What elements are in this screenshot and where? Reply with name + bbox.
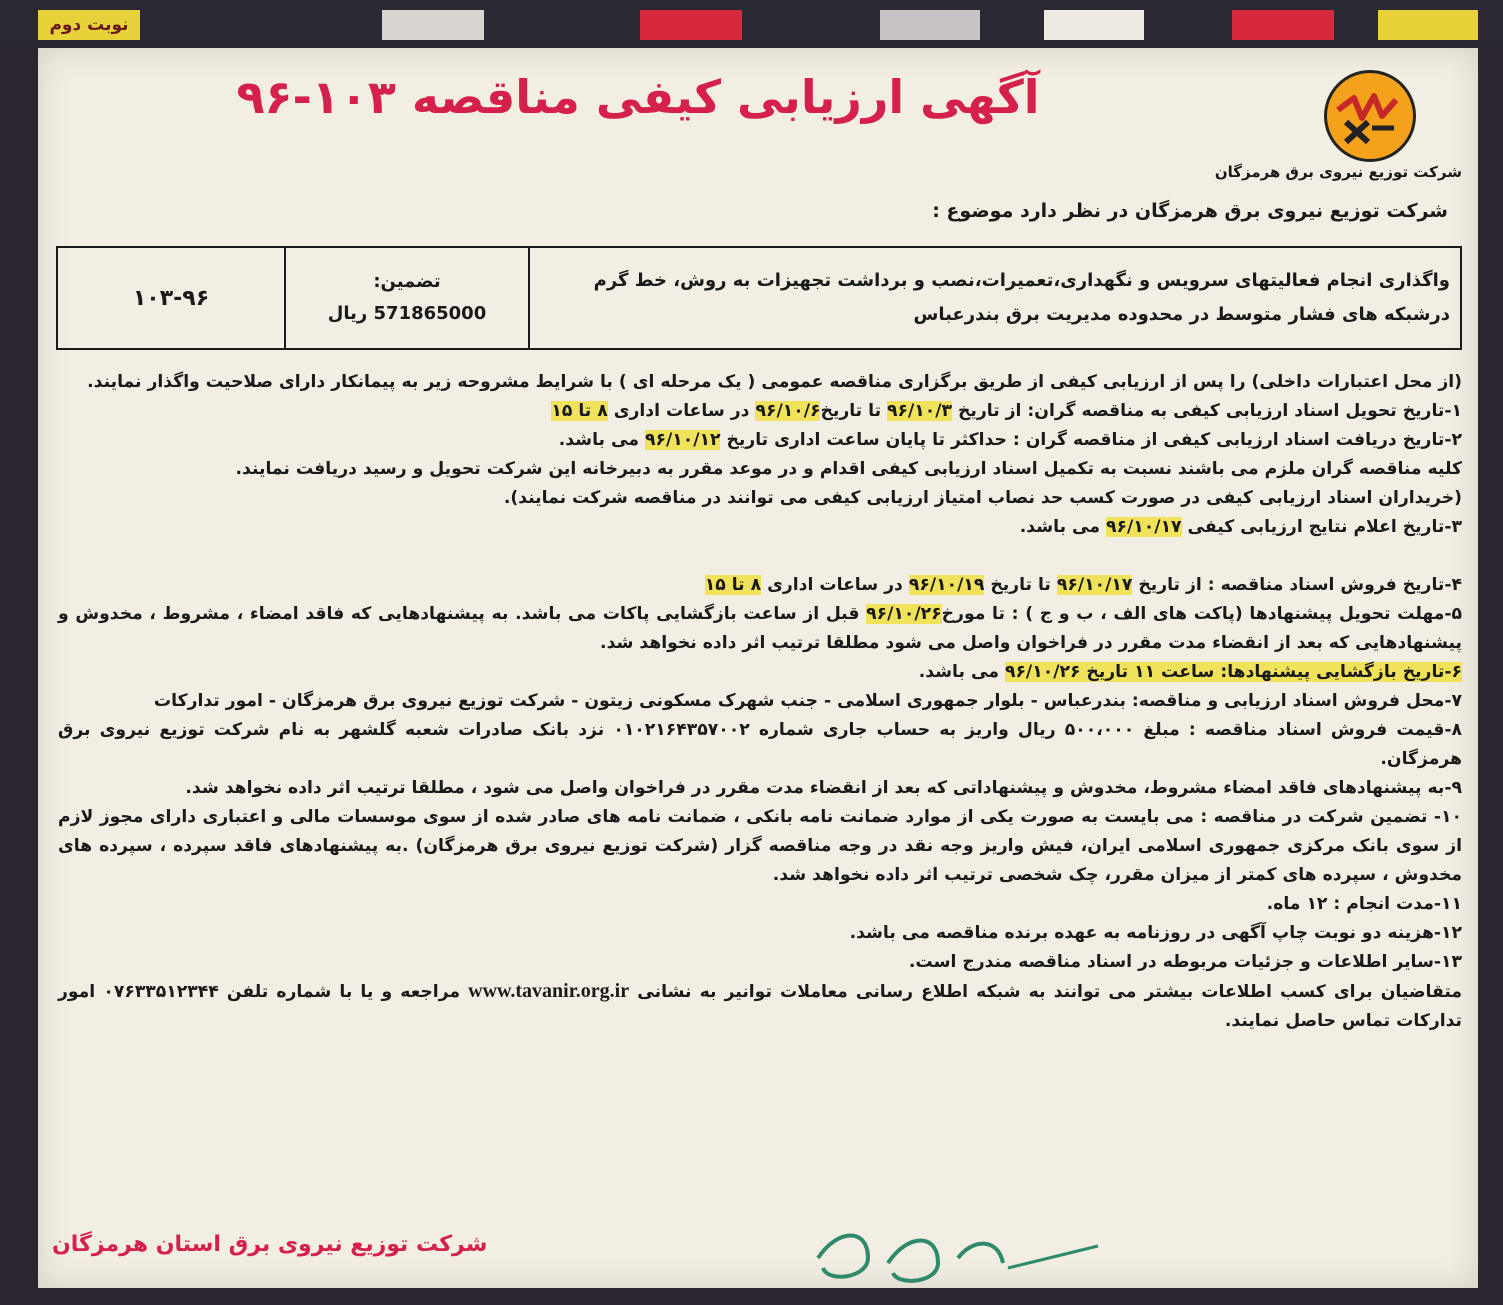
- body-intro-text: را پس از ارزیابی کیفی از طریق برگزاری مناقصه عمومی ( یک مرحله ای ) با شرایط مشروحه زیر به پیمانکار دارای صلاحیت واگذار نمایند.: [87, 372, 1252, 392]
- term-1-date-end: ۹۶/۱۰/۶: [755, 401, 821, 421]
- note-all-bidders: کلیه مناقصه گران ملزم می باشند نسبت به تکمیل اسناد ارزیابی کیفی اقدام و در موعد مقرر به دبیرخانه این شرکت تحویل و رسید دریافت نمایند.: [235, 459, 1462, 479]
- term-5-date: ۹۶/۱۰/۲۶: [866, 604, 942, 624]
- term-3-text: ۳-تاریخ اعلام نتایج ارزیابی کیفی: [1181, 517, 1462, 537]
- color-chip-white: [1044, 10, 1144, 40]
- contact-text-2: مراجعه و یا با شماره تلفن ۰۷۶۳۳۵۱۲۳۴۴ امور تدارکات تماس حاصل نمایند.: [58, 982, 1462, 1031]
- handwritten-mark: [798, 1218, 1128, 1293]
- terms-body: [58, 368, 1462, 1036]
- term-1-text-2: تا تاریخ: [820, 401, 888, 421]
- website-link[interactable]: www.tavanir.org.ir: [468, 980, 630, 1002]
- tender-number: ۱۰۳-۹۶: [57, 247, 285, 349]
- subject-description: واگذاری انجام فعالیتهای سرویس و نگهداری،تعمیرات،نصب و برداشت تجهیزات به روش، خط گرم درشبکه های فشار متوسط در محدوده مدیریت برق بندرعباس: [529, 247, 1461, 349]
- guarantee-value: 571865000 ریال: [327, 303, 487, 324]
- term-7: ۷-محل فروش اسناد ارزیابی و مناقصه: بندرعباس - بلوار جمهوری اسلامی - جنب شهرک مسکونی زیتون - شرکت توزیع نیروی برق هرمزگان - امور تدارکات: [153, 691, 1462, 711]
- term-11: ۱۱-مدت انجام : ۱۲ ماه.: [1266, 894, 1462, 914]
- page-title: آگهی ارزیابی کیفی مناقصه ۱۰۳-۹۶: [236, 70, 1040, 124]
- term-6-text-2: می باشد.: [918, 662, 1005, 682]
- advertisement-paper: [38, 48, 1478, 1288]
- term-4-text: ۴-تاریخ فروش اسناد مناقصه : از تاریخ: [1132, 575, 1462, 595]
- term-6-text: ۶-تاریخ بازگشایی پیشنهادها: ساعت ۱۱ تاریخ: [1080, 662, 1462, 682]
- term-4-hours: ۸ تا ۱۵: [704, 575, 762, 595]
- term-4-date-end: ۹۶/۱۰/۱۹: [908, 575, 985, 595]
- term-9: ۹-به پیشنهادهای فاقد امضاء مشروط، مخدوش و پیشنهاداتی که بعد از انقضاء مدت مقرر در فراخوان واصل می شود ، مطلقا ترتیب اثر داده نخواهد شد.: [185, 778, 1462, 798]
- term-4-text-3: در ساعات اداری: [761, 575, 909, 595]
- term-2-text: ۲-تاریخ دریافت اسناد ارزیابی کیفی از مناقصه گران : حداکثر تا پایان ساعت اداری تاریخ: [720, 430, 1462, 450]
- term-1: [58, 397, 1462, 426]
- term-5-text-2: قبل از ساعت بازگشایی پاکات می باشد. به پیشنهادهایی که فاقد امضاء ، مشروط ، مخدوش و پیشنهادهایی که بعد از انقضاء مدت مقرر در فراخوان واصل می شود مطلقا ترتیب اثر داده نخواهد شد.: [58, 604, 1462, 653]
- color-chip-red: [640, 10, 742, 40]
- term-5: [58, 600, 1462, 658]
- term-6-date: ۹۶/۱۰/۲۶: [1004, 662, 1081, 682]
- color-chip-yellow: [1378, 10, 1478, 40]
- term-1-text: ۱-تاریخ تحویل اسناد ارزیابی کیفی به مناقصه گران: از تاریخ: [952, 401, 1462, 421]
- term-3-date: ۹۶/۱۰/۱۷: [1106, 517, 1182, 537]
- footer-company-name: شرکت توزیع نیروی برق استان هرمزگان: [52, 1232, 488, 1257]
- guarantee-cell: [285, 247, 529, 349]
- term-4-text-2: تا تاریخ: [984, 575, 1057, 595]
- term-5-text: ۵-مهلت تحویل پیشنهادها (پاکت های الف ، ب و ج ) : تا مورخ: [941, 604, 1462, 624]
- color-chip-gray-2: [880, 10, 980, 40]
- subject-table: [56, 246, 1462, 350]
- color-chip-gray: [382, 10, 484, 40]
- term-2-date: ۹۶/۱۰/۱۲: [644, 430, 721, 450]
- term-2: [58, 426, 1462, 455]
- term-4: [58, 571, 1462, 600]
- top-strip: [0, 0, 1503, 46]
- color-chip-red-2: [1232, 10, 1334, 40]
- company-name: شرکت توزیع نیروی برق هرمزگان: [1214, 163, 1462, 181]
- term-10: ۱۰- تضمین شرکت در مناقصه : می بایست به صورت یکی از موارد ضمانت نامه بانکی ، ضمانت نامه های صادر شده از سوی موسسات مالی و اعتباری دارای مجوز لازم از سوی بانک مرکزی جمهوری اسلامی ایران، فیش واریز وجه نقد در وجه مناقصه گزار (شرکت توزیع نیروی برق هرمزگان) .به پیشنهادهای فاقد سپرده ، سپرده های مخدوش ، سپرده های کمتر از میزان مقرر، چک شخصی ترتیب اثر داده نخواهد شد.: [58, 807, 1462, 885]
- note-buyers: (خریداران اسناد ارزیابی کیفی در صورت کسب حد نصاب امتیاز ارزیابی کیفی می توانند در مناقصه شرکت نمایند).: [503, 488, 1462, 508]
- tavanir-logo-icon: [1324, 70, 1416, 162]
- term-4-date-start: ۹۶/۱۰/۱۷: [1056, 575, 1133, 595]
- guarantee-label: تضمین:: [373, 270, 441, 292]
- body-intro: [58, 368, 1462, 397]
- term-12: ۱۲-هزینه دو نوبت چاپ آگهی در روزنامه به عهده برنده مناقصه می باشد.: [849, 923, 1462, 943]
- edition-badge: نوبت دوم: [38, 10, 140, 40]
- term-1-hours: ۸ تا ۱۵: [551, 401, 608, 421]
- contact-info: [58, 977, 1462, 1036]
- spacer: [58, 542, 1462, 571]
- term-3: [58, 513, 1462, 542]
- term-1-text-3: در ساعات اداری: [607, 401, 756, 421]
- contact-text: متقاضیان برای کسب اطلاعات بیشتر می توانند به شبکه اطلاع رسانی معاملات توانیر به نشانی: [629, 982, 1462, 1002]
- funding-source: (از محل اعتبارات داخلی): [1251, 372, 1462, 392]
- advertisement-page: [38, 48, 1478, 1288]
- intro-text: شرکت توزیع نیروی برق هرمزگان در نظر دارد موضوع :: [932, 200, 1448, 222]
- term-2-text-2: می باشد.: [558, 430, 645, 450]
- term-1-date-start: ۹۶/۱۰/۳: [887, 401, 953, 421]
- term-3-text-2: می باشد.: [1019, 517, 1107, 537]
- term-13: ۱۳-سایر اطلاعات و جزئیات مربوطه در اسناد مناقصه مندرج است.: [908, 952, 1462, 972]
- term-8: ۸-قیمت فروش اسناد مناقصه : مبلغ ۵۰۰،۰۰۰ ریال واریز به حساب جاری شماره ۰۱۰۲۱۶۴۳۵۷۰۰۲ نزد بانک صادرات شعبه گلشهر به نام شرکت توزیع نیروی برق هرمزگان.: [58, 720, 1462, 769]
- term-6: [58, 658, 1462, 687]
